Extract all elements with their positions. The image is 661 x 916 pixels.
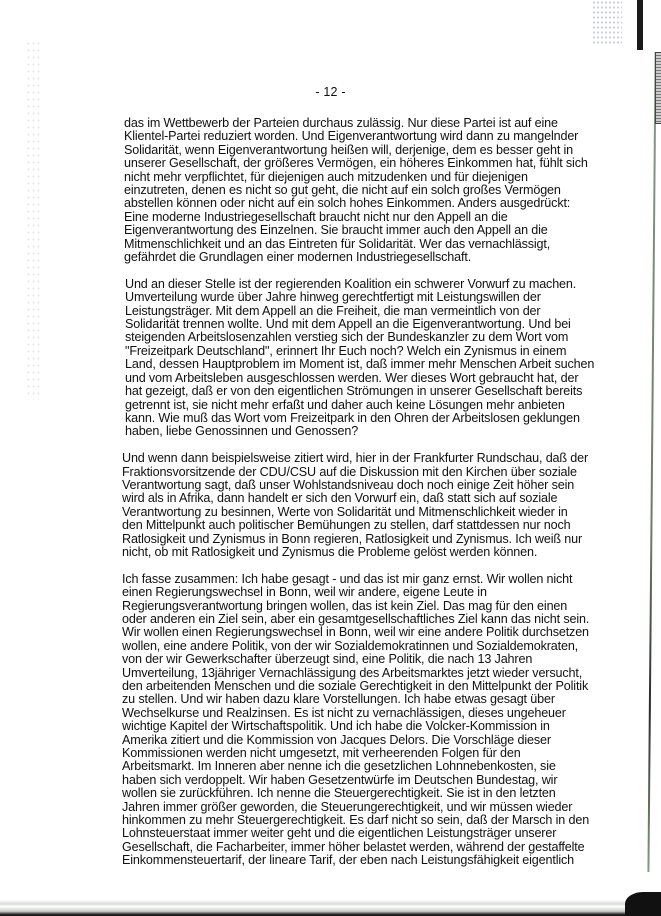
page-edge-bottom	[0, 900, 661, 916]
text-line: Amerika zitiert und die Kommission von Jacques Delors. Die Vorschläge dieser	[122, 732, 551, 747]
text-line: einzutreten, denen es nicht so gut geht, die nicht auf ein solch großes Vermögen	[124, 183, 561, 198]
text-line: wollen sie zurückführen. Ich nenne die Steuergerechtigkeit. Sie ist in den letzten	[122, 786, 556, 801]
text-line: Und wenn dann beispielsweise zitiert wird, hier in der Frankfurter Rundschau, daß der	[122, 451, 589, 466]
text-line: nicht mehr verpflichtet, für diejenigen auch mitzudenken und für diejenigen	[124, 169, 528, 184]
text-line: Klientel-Partei reduziert worden. Und Eigenverantwortung wird dann zu mangelnder	[124, 129, 579, 144]
text-line: Jahren immer größer geworden, die Steuerungerechtigkeit, und wir müssen wieder	[122, 799, 573, 814]
text-line: Verantwortung sagt, daß unser Wohlstandsniveau doch noch einige Zeit höher sein	[122, 477, 575, 492]
text-line: den Mittelpunkt auch politischer Bemühungen zu stellen, darf stattdessen nur noch	[122, 518, 571, 533]
text-line: oder anderen ein Ziel sein, aber ein gesamtgesellschaftliches Ziel kann das nicht sein.	[122, 611, 590, 626]
text-line: zu stellen. Und wir haben dazu klare Vorstellungen. Ich habe etwas gesagt über	[122, 692, 555, 707]
text-line: wichtige Kapitel der Wirtschaftspolitik. Und ich habe die Volcker-Kommission in	[122, 719, 550, 734]
page-number: - 12 -	[315, 85, 346, 99]
text-line: Lohnsteuerstaat immer weiter geht und die eigentlichen Leistungsträger unserer	[122, 826, 557, 841]
text-line: haben, liebe Genossinnen und Genossen?	[125, 424, 359, 439]
text-line: Gesellschaft, die Facharbeiter, immer höher belastet werden, während der gestaffelte	[122, 839, 585, 854]
text-line: Ich fasse zusammen: Ich habe gesagt - und das ist mir ganz ernst. Wir wollen nicht	[122, 571, 573, 586]
text-line: gefährdet die Grundlagen einer modernen Industriegesellschaft.	[124, 250, 472, 265]
body-text	[124, 117, 644, 881]
text-line: Eine moderne Industriegesellschaft braucht nicht nur den Appell an die	[124, 209, 508, 224]
text-line: von der wir Gewerkschafter überzeugt sind, eine Politik, die nach 13 Jahren	[122, 652, 533, 667]
text-line: das im Wettbewerb der Parteien durchaus zulässig. Nur diese Partei ist auf eine	[124, 116, 558, 130]
scan-edge-shadow-top	[637, 0, 643, 50]
text-line: steigenden Arbeitslosenzahlen verstieg sich der Bundeskanzler zu dem Wort vom	[125, 330, 569, 345]
text-line: nicht, ob mit Ratlosigkeit und Zynismus die Probleme gelöst werden können.	[122, 544, 538, 559]
scan-shadow-corner	[625, 892, 661, 916]
paragraph	[122, 452, 644, 559]
text-line: Umverteilung, 13jähriger Vernachlässigung des Arbeitsmarktes jetzt wieder versucht,	[122, 665, 583, 680]
text-line: "Freizeitpark Deutschland", erinnert Ihr Euch noch? Welch ein Zynismus in einem	[125, 343, 567, 358]
text-line: abstellen können oder nicht auf ein solch hohes Einkommen. Anders ausgedrückt:	[124, 196, 571, 211]
text-line: getrennt ist, sie nicht mehr erfaßt und daher auch keine Lösungen mehr anbieten	[125, 397, 565, 412]
text-line: wird als in Afrika, dann handelt er sich den Vorwurf ein, daß statt sich auf soziale	[122, 491, 558, 506]
text-line: kann. Wie muß das Wort vom Freizeitpark in den Ohren der Arbeitslosen geklungen	[125, 410, 580, 425]
text-line: Leistungsträger. Mit dem Appell an die Freiheit, die man vermeintlich von der	[125, 303, 541, 318]
paragraph	[124, 117, 644, 264]
text-line: hat gezeigt, daß er von den eigentlichen Strömungen in unserer Gesellschaft bereits	[125, 384, 583, 399]
text-line: Mitmenschlichkeit und an das Eintreten für Solidarität. Wer das vernachlässigt,	[124, 236, 551, 251]
text-line: Wir wollen einen Regierungswechsel in Bonn, weil wir eine andere Politik durchsetzen	[122, 625, 589, 640]
text-line: Solidarität, wenn Eigenverantwortung heißen will, derjenige, dem es besser geht in	[124, 142, 574, 157]
text-line: Arbeitsmarkt. Im Inneren aber nenne ich die gesetzlichen Lohnnebenkosten, sie	[122, 759, 556, 774]
text-line: Kommissionen werden nicht umgesetzt, mit verheerenden Folgen für den	[122, 746, 521, 761]
text-line: Regierungsverantwortung bringen wollen, das ist kein Ziel. Das mag für den einen	[122, 598, 568, 613]
paragraph	[125, 278, 644, 439]
page-edge-right	[647, 52, 656, 872]
text-line: Umverteilung wurde über Jahre hinweg gerechtfertigt mit Leistungswillen der	[125, 290, 541, 305]
scan-noise-top-right	[592, 0, 622, 45]
text-line: Ratlosigkeit und Zynismus in Bonn regieren, Ratlosigkeit und Zynismus. Ich weiß nur	[122, 531, 583, 546]
text-line: Einkommensteuertarif, der lineare Tarif, der eben nach Leistungsfähigkeit eigentlich	[122, 853, 575, 868]
text-line: Und an dieser Stelle ist der regierenden Koalition ein schwerer Vorwurf zu machen.	[125, 276, 577, 291]
text-line: haben sich verdoppelt. Wir haben Gesetzentwürfe im Deutschen Bundestag, wir	[122, 772, 558, 787]
text-line: einen Regierungswechsel in Bonn, weil wir andere, eigene Leute in	[122, 585, 487, 600]
text-line: und vom Arbeitsleben ausgeschlossen werden. Wer dieses Wort gebraucht hat, der	[125, 370, 579, 385]
text-line: Eigenverantwortung des Einzelnen. Sie braucht immer auch den Appell an die	[124, 223, 548, 238]
text-line: den arbeitenden Menschen und die soziale Gerechtigkeit in den Mittelpunkt der Politik	[122, 679, 589, 694]
text-line: Fraktionsvorsitzende der CDU/CSU auf die Diskussion mit den Kirchen über soziale	[122, 464, 577, 479]
text-line: wollen, eine andere Politik, von der wir Sozialdemokratinnen und Sozialdemokraten,	[122, 638, 579, 653]
text-line: Land, dessen Hauptproblem im Moment ist, daß immer mehr Menschen Arbeit suchen	[125, 357, 595, 372]
text-line: Verantwortung zu besinnen, Werte von Solidarität und Mitmenschlichkeit wieder in	[122, 504, 568, 519]
paragraph	[122, 573, 644, 868]
text-line: Solidarität trennen wollte. Und mit dem Appell an die Eigenverantwortung. Und bei	[125, 317, 571, 332]
text-line: hinkommen zu mehr Steuergerechtigkeit. Es darf nicht so sein, daß der Marsch in den	[122, 813, 590, 828]
text-line: Wechselkurse und Realzinsen. Es ist nicht zu vernachlässigen, dieses ungeheuer	[122, 705, 566, 720]
text-line: unserer Gesellschaft, der größeres Vermögen, ein höheres Einkommen hat, fühlt sich	[124, 156, 588, 171]
